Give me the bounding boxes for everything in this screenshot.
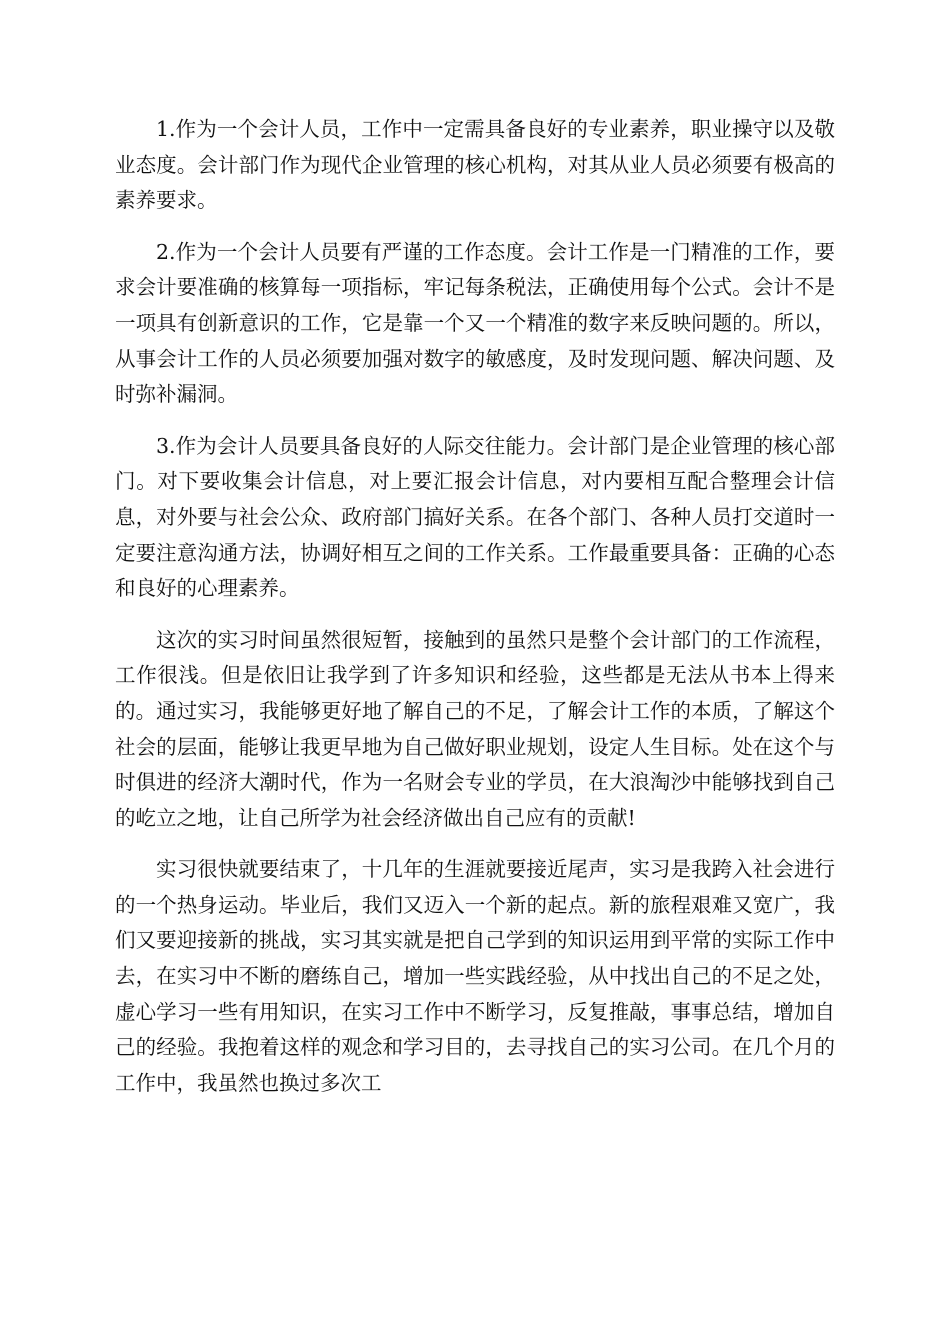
paragraph-rigorous-attitude: 2.作为一个会计人员要有严谨的工作态度。会计工作是一门精准的工作，要求会计要准确的核算每一项指标，牢记每条税法，正确使用每个公式。会计不是一项具有创新意识的工作，它是靠一个又一个精准的数字来反映问题的。所以，从事会计工作的人员必须要加强对数字的敏感度，及时发现问题、解决问题、及时弥补漏洞。 <box>115 239 835 407</box>
paragraph-interpersonal-skills: 3.作为会计人员要具备良好的人际交往能力。会计部门是企业管理的核心部门。对下要收集会计信息，对上要汇报会计信息，对内要相互配合整理会计信息，对外要与社会公众、政府部门搞好关系。在各个部门、各种人员打交道时一定要注意沟通方法，协调好相互之间的工作关系。工作最重要具备：正确的心态和良好的心理素养。 <box>115 433 835 601</box>
paragraph-accounting-professional-quality: 1.作为一个会计人员，工作中一定需具备良好的专业素养，职业操守以及敬业态度。会计部门作为现代企业管理的核心机构，对其从业人员必须要有极高的素养要求。 <box>115 117 835 213</box>
document-page <box>115 112 835 1117</box>
paragraph-internship-ending: 实习很快就要结束了，十几年的生涯就要接近尾声，实习是我跨入社会进行的一个热身运动。毕业后，我们又迈入一个新的起点。新的旅程艰难又宽广，我们又要迎接新的挑战，实习其实就是把自己学到的知识运用到平常的实际工作中去，在实习中不断的磨练自己，增加一些实践经验，从中找出自己的不足之处，虚心学习一些有用知识，在实习工作中不断学习，反复推敲，事事总结，增加自己的经验。我抱着这样的观念和学习目的，去寻找自己的实习公司。在几个月的工作中，我虽然也换过多次工 <box>115 857 835 1095</box>
paragraph-internship-reflection: 这次的实习时间虽然很短暂，接触到的虽然只是整个会计部门的工作流程，工作很浅。但是依旧让我学到了许多知识和经验，这些都是无法从书本上得来的。通过实习，我能够更好地了解自己的不足，了解会计工作的本质，了解这个社会的层面，能够让我更早地为自己做好职业规划，设定人生目标。处在这个与时俱进的经济大潮时代，作为一名财会专业的学员，在大浪淘沙中能够找到自己的屹立之地，让自己所学为社会经济做出自己应有的贡献! <box>115 627 835 830</box>
